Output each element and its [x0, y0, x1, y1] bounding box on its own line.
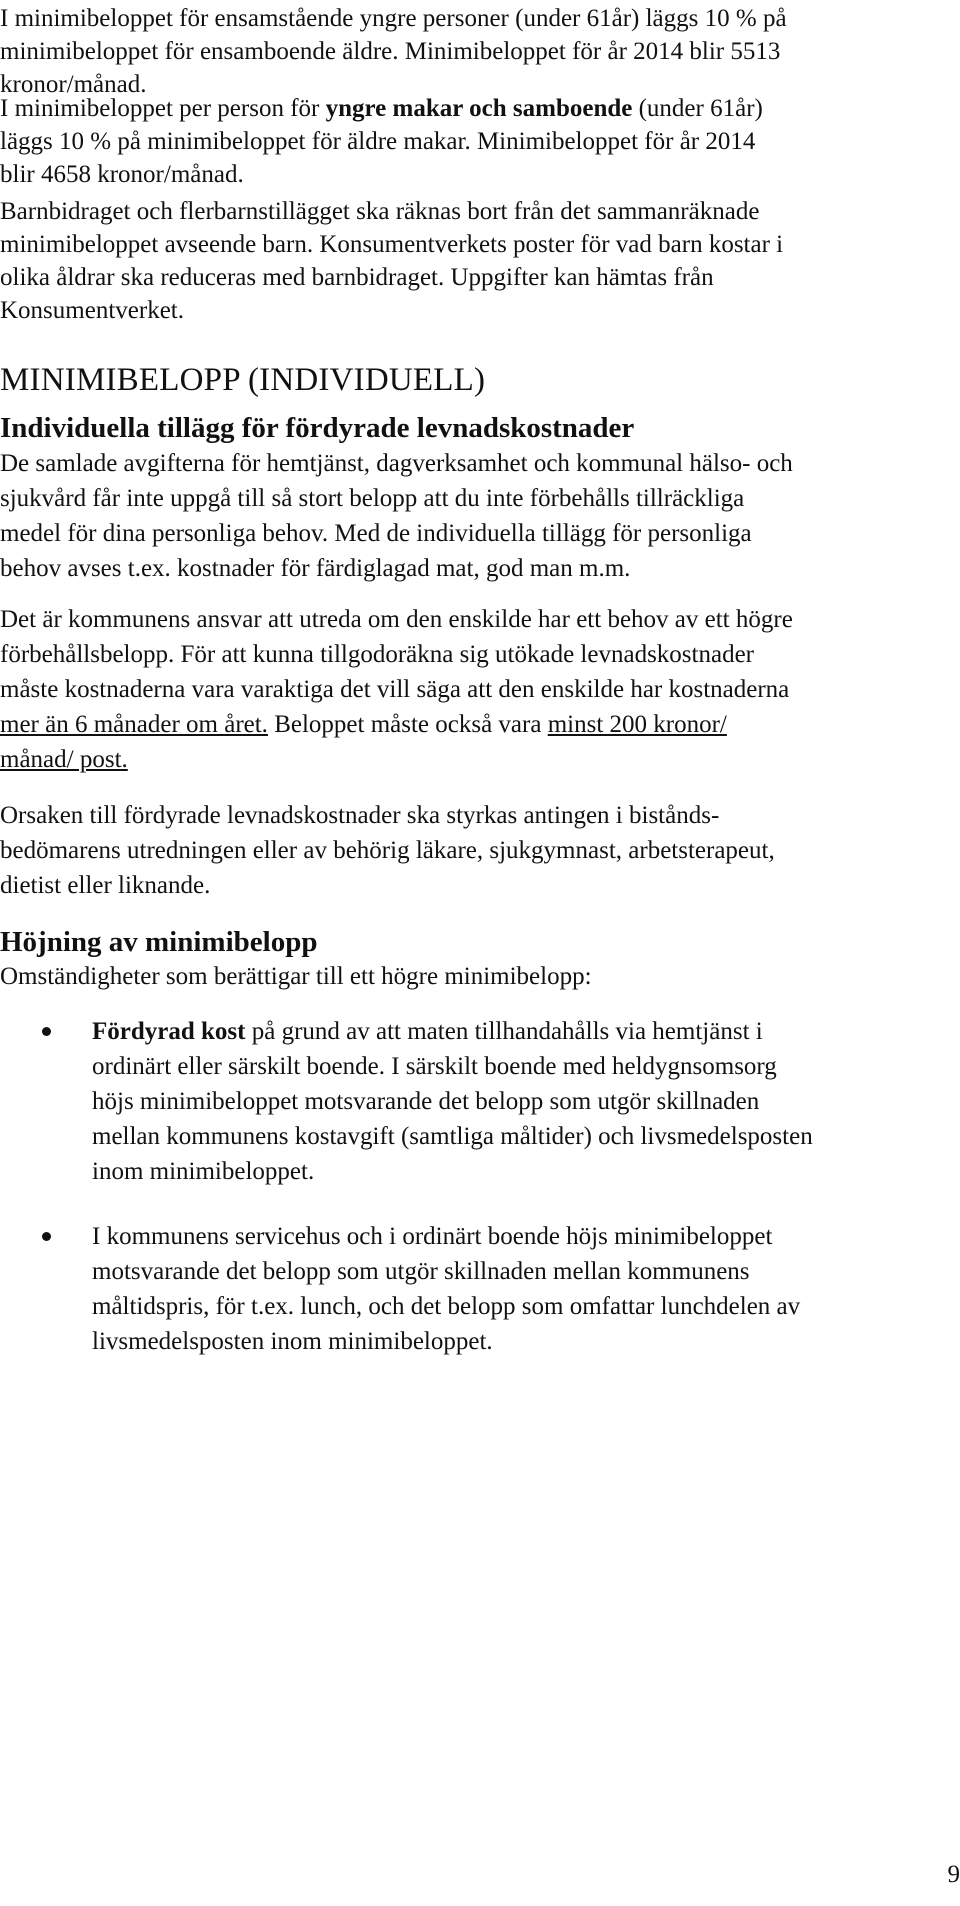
bullet-icon	[42, 1232, 51, 1241]
text-line: minimibeloppet avseende barn. Konsumentverkets poster för vad barn kostar i	[0, 231, 784, 258]
text-line: olika åldrar ska reduceras med barnbidraget. Uppgifter kan hämtas från	[0, 264, 714, 291]
text-line: I kommunens servicehus och i ordinärt boende höjs minimibeloppet	[92, 1223, 773, 1250]
text-line: förbehållsbelopp. För att kunna tillgodoräkna sig utökade levnadskostnader	[0, 641, 754, 668]
text-line: måste kostnaderna vara varaktiga det vill säga att den enskilde har kostnaderna	[0, 676, 790, 703]
list-item	[0, 1219, 950, 1359]
text-line: sjukvård får inte uppgå till så stort belopp att du inte förbehålls tillräckliga	[0, 485, 745, 512]
text-line: kronor/månad.	[0, 71, 147, 98]
raise-intro: Omständigheter som berättigar till ett högre minimibelopp:	[0, 963, 592, 990]
paragraph-reason	[0, 798, 950, 903]
text-line: Konsumentverket.	[0, 297, 184, 324]
section-title: MINIMIBELOPP (INDIVIDUELL)	[0, 362, 486, 398]
text-line: dietist eller liknande.	[0, 872, 211, 899]
text-line: I minimibeloppet per person för	[0, 95, 326, 122]
text-line: minimibeloppet för ensamboende äldre. Minimibeloppet för år 2014 blir 5513	[0, 38, 781, 65]
bold-phrase: Fördyrad kost	[92, 1018, 246, 1045]
page-number: 9	[947, 1861, 960, 1888]
text-line: bedömarens utredningen eller av behörig läkare, sjukgymnast, arbetsterapeut,	[0, 837, 775, 864]
underlined-phrase: minst 200 kronor/	[547, 711, 727, 738]
paragraph-municipal-responsibility	[0, 602, 950, 777]
list-item	[0, 1014, 950, 1189]
text-line: höjs minimibeloppet motsvarande det belopp som utgör skillnaden	[92, 1088, 760, 1115]
text-line: livsmedelsposten inom minimibeloppet.	[92, 1328, 493, 1355]
bold-phrase: yngre makar och samboende	[325, 95, 633, 122]
text-line: Det är kommunens ansvar att utreda om den enskilde har ett behov av ett högre	[0, 606, 793, 633]
text-line: på grund av att maten tillhandahålls via hemtjänst i	[245, 1018, 763, 1045]
text-line: mellan kommunens kostavgift (samtliga måltider) och livsmedelsposten	[92, 1123, 813, 1150]
text-line: måltidspris, för t.ex. lunch, och det belopp som omfattar lunchdelen av	[92, 1293, 801, 1320]
bullet-list	[0, 1014, 950, 1359]
text-line: motsvarande det belopp som utgör skillnaden mellan kommunens	[92, 1258, 750, 1285]
text-line: Barnbidraget och flerbarnstillägget ska räknas bort från det sammanräknade	[0, 198, 760, 225]
subsection-title: Individuella tillägg för fördyrade levnadskostnader	[0, 412, 635, 444]
text-line: läggs 10 % på minimibeloppet för äldre makar. Minimibeloppet för år 2014	[0, 128, 756, 155]
text-line: inom minimibeloppet.	[92, 1158, 315, 1185]
text-line: De samlade avgifterna för hemtjänst, dagverksamhet och kommunal hälso- och	[0, 450, 793, 477]
text-line: behov avses t.ex. kostnader för färdiglagad mat, god man m.m.	[0, 555, 631, 582]
paragraph-young-couples	[0, 92, 950, 191]
paragraph-single-young	[0, 2, 950, 101]
text-line: I minimibeloppet för ensamstående yngre personer (under 61år) läggs 10 % på	[0, 5, 787, 32]
text-line: Orsaken till fördyrade levnadskostnader ska styrkas antingen i bistånds-	[0, 802, 720, 829]
underlined-phrase: mer än 6 månader om året.	[0, 711, 268, 738]
text-line: Beloppet måste också vara	[267, 711, 548, 738]
underlined-phrase: månad/ post.	[0, 746, 128, 773]
text-line: medel för dina personliga behov. Med de individuella tillägg för personliga	[0, 520, 752, 547]
text-line: ordinärt eller särskilt boende. I särskilt boende med heldygnsomsorg	[92, 1053, 777, 1080]
bullet-icon	[42, 1027, 51, 1036]
paragraph-child-allowance	[0, 195, 950, 327]
text-line: blir 4658 kronor/månad.	[0, 161, 244, 188]
text-line: (under 61år)	[632, 95, 763, 122]
raise-title: Höjning av minimibelopp	[0, 926, 318, 958]
paragraph-fees	[0, 446, 950, 586]
